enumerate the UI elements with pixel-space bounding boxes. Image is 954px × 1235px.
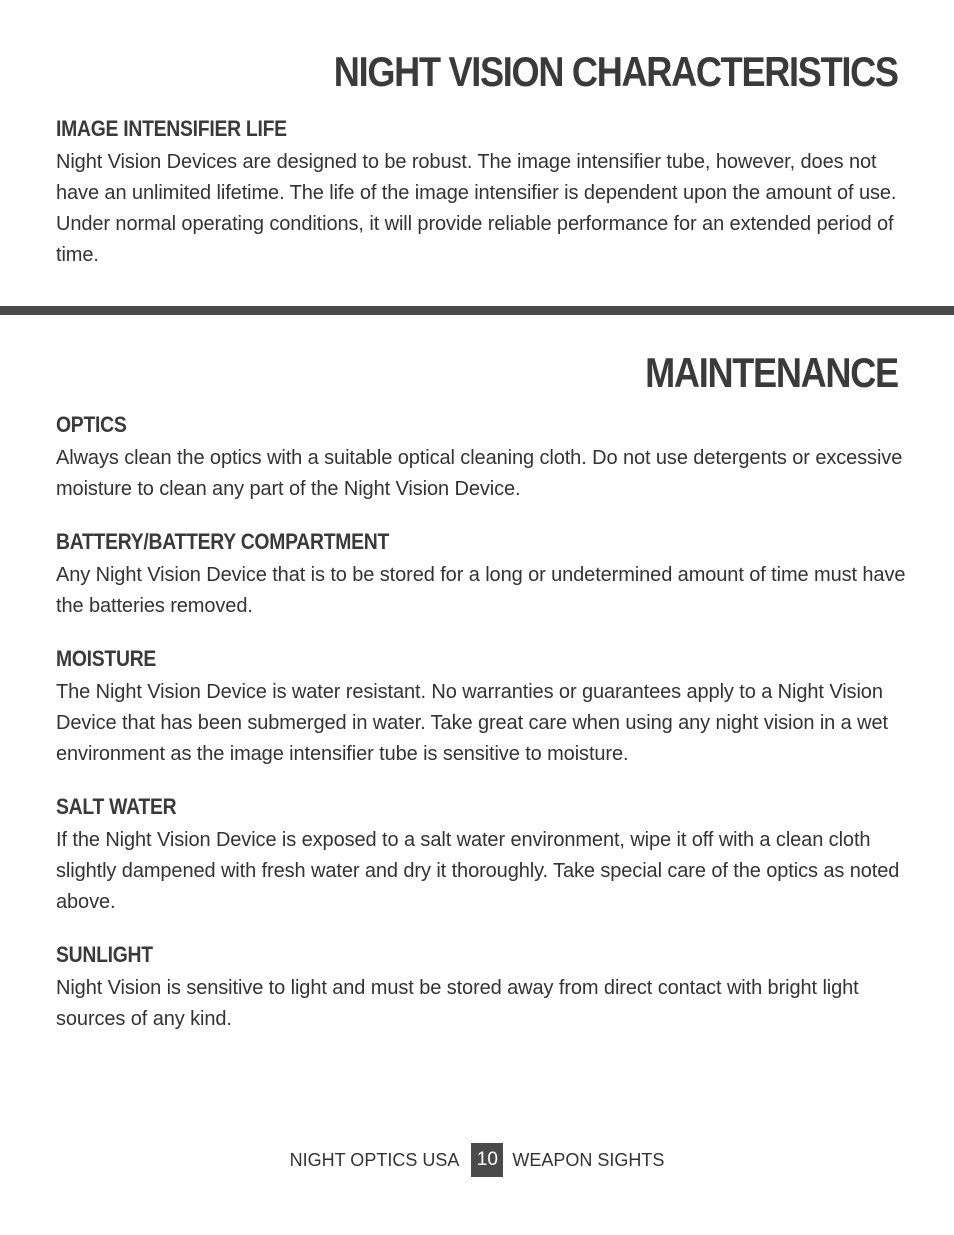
section-salt-water bbox=[56, 794, 906, 918]
footer-brand: NIGHT OPTICS USA bbox=[289, 1149, 460, 1170]
section-sunlight bbox=[56, 942, 906, 1035]
section-heading: SUNLIGHT bbox=[56, 942, 153, 967]
section-heading: MOISTURE bbox=[56, 646, 157, 671]
section-optics bbox=[56, 412, 906, 505]
section-heading: OPTICS bbox=[56, 412, 127, 437]
page-title-night-vision-characteristics: NIGHT VISION CHARACTERISTICS bbox=[334, 48, 898, 95]
section-heading: BATTERY/BATTERY COMPARTMENT bbox=[56, 529, 390, 554]
section-heading: SALT WATER bbox=[56, 794, 177, 819]
section-body: The Night Vision Device is water resistant. No warranties or guarantees apply to a Night Vision Device that has been submerged in water. Take great care when using any night vision in a wet environment as the image intensifier tube is sensitive to moisture. bbox=[56, 681, 888, 766]
section-heading: IMAGE INTENSIFIER LIFE bbox=[56, 116, 287, 141]
section-body: Night Vision is sensitive to light and must be stored away from direct contact with bright light sources of any kind. bbox=[56, 977, 859, 1031]
footer-category: WEAPON SIGHTS bbox=[512, 1149, 665, 1170]
page-footer bbox=[0, 1143, 954, 1177]
section-battery-compartment bbox=[56, 529, 906, 622]
section-image-intensifier-life bbox=[56, 116, 906, 271]
section-body: Always clean the optics with a suitable optical cleaning cloth. Do not use detergents or excessive moisture to clean any part of the Night Vision Device. bbox=[56, 447, 903, 501]
page-title-maintenance: MAINTENANCE bbox=[645, 349, 898, 396]
section-divider bbox=[0, 306, 954, 315]
section-body: Any Night Vision Device that is to be stored for a long or undetermined amount of time must have the batteries removed. bbox=[56, 564, 906, 618]
section-body: If the Night Vision Device is exposed to a salt water environment, wipe it off with a clean cloth slightly dampened with fresh water and dry it thoroughly. Take special care of the optics as noted above. bbox=[56, 829, 900, 914]
section-moisture bbox=[56, 646, 906, 770]
section-body: Night Vision Devices are designed to be robust. The image intensifier tube, however, does not have an unlimited lifetime. The life of the image intensifier is dependent upon the amount of use. Under normal operating conditions, it will provide reliable performance for an extended period of time. bbox=[56, 151, 897, 267]
page-number-badge: 10 bbox=[471, 1143, 503, 1177]
